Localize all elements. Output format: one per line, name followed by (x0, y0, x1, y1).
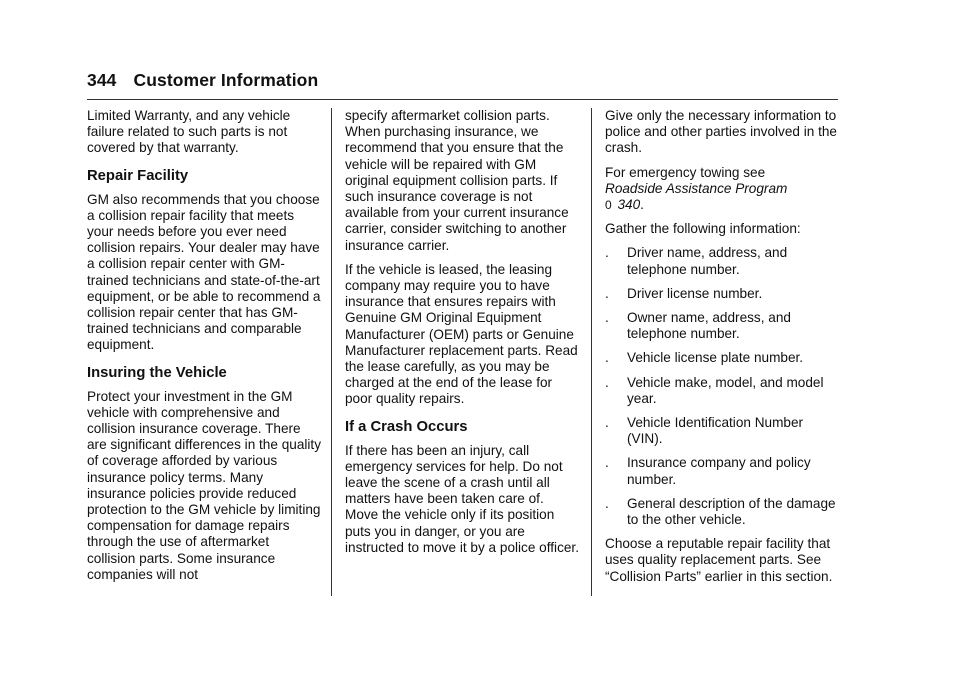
bullet-icon: . (605, 455, 609, 471)
crash-heading: If a Crash Occurs (345, 418, 468, 435)
list-item-text: Vehicle license plate number. (627, 350, 804, 366)
info-list (605, 245, 839, 528)
closing-paragraph: Choose a reputable repair facility that uses quality replacement parts. See “Collision Parts” earlier in this section. (605, 536, 833, 584)
roadside-assistance-link[interactable]: Roadside Assistance Program (605, 180, 788, 196)
crash-paragraph: If there has been an injury, call emergency services for help. Do not leave the scene of a crash until all matters have been taken care of. Move the vehicle only if its position puts you in danger, or you are instructed to move it by a police officer. (345, 442, 579, 555)
header-rule (87, 99, 838, 100)
roadside-assistance-page-link[interactable]: 340 (617, 197, 641, 213)
list-item-text: Vehicle Identification Number (VIN). (627, 415, 804, 447)
towing-ref-period: . (640, 197, 644, 213)
page-header (87, 70, 318, 91)
bullet-icon: . (605, 415, 609, 431)
list-item-text: General description of the damage to the other vehicle. (627, 495, 836, 528)
list-item-text: Driver name, address, and telephone number. (627, 245, 788, 277)
bullet-icon: . (605, 310, 609, 326)
bullet-icon: . (605, 374, 609, 390)
list-item (605, 375, 839, 407)
column-1 (87, 108, 321, 591)
towing-paragraph (605, 165, 839, 214)
repair-facility-paragraph: GM also recommends that you choose a collision repair facility that meets your needs before you ever need collision repairs. Your dealer may have a collision repair center with GM-trained technicians and state-of-the-art equipment, or be able to recommend a collision repair center that has GM-trained technicians and comparable equipment. (87, 191, 321, 353)
repair-facility-heading: Repair Facility (87, 167, 189, 184)
bullet-icon: . (605, 350, 609, 366)
continuation-paragraph: specify aftermarket collision parts. When purchasing insurance, we recommend that you ensure that the vehicle will be repaired with GM original equipment collision parts. If such insurance coverage is not available from your current insurance carrier, consider switching to another insurance carrier. (345, 108, 569, 253)
towing-prefix: For emergency towing see (605, 164, 766, 180)
leased-paragraph: If the vehicle is leased, the leasing company may require you to have insurance that ensures repairs with Genuine GM Original Equipment Manufacturer (OEM) parts or Genuine Manufacturer replacement parts. Read the lease carefully, as you may be charged at the end of the lease for poor quality repairs. (345, 261, 578, 407)
column-3 (605, 108, 839, 593)
list-item (605, 350, 839, 366)
list-item-text: Vehicle make, model, and model year. (627, 374, 824, 406)
column-divider-1 (331, 108, 332, 596)
list-item (605, 496, 839, 528)
insuring-vehicle-heading: Insuring the Vehicle (87, 364, 227, 381)
info-paragraph: Give only the necessary information to police and other parties involved in the crash. (605, 108, 837, 156)
list-item-text: Owner name, address, and telephone number. (627, 310, 791, 342)
list-item (605, 310, 839, 342)
list-item (605, 245, 839, 277)
insuring-vehicle-paragraph: Protect your investment in the GM vehicle with comprehensive and collision insurance coverage. There are significant differences in the quality of coverage afforded by various insurance policy terms. Many insurance policies provide reduced protection to the GM vehicle by limiting compensation for damage repairs through the use of aftermarket collision parts. Some insurance companies will not (87, 388, 322, 582)
list-item (605, 286, 839, 302)
intro-paragraph: Limited Warranty, and any vehicle failure related to such parts is not covered by that warranty. (87, 108, 291, 156)
bullet-icon: . (605, 245, 609, 261)
page-number: 344 (87, 70, 117, 90)
list-item-text: Driver license number. (627, 285, 763, 301)
page-reference-icon: 0 (605, 198, 612, 213)
list-item (605, 415, 839, 447)
column-divider-2 (591, 108, 592, 596)
list-item (605, 455, 839, 487)
column-2 (345, 108, 579, 564)
list-item-text: Insurance company and policy number. (627, 455, 811, 487)
gather-paragraph: Gather the following information: (605, 221, 801, 237)
page-title: Customer Information (133, 70, 319, 90)
bullet-icon: . (605, 285, 609, 301)
bullet-icon: . (605, 495, 609, 511)
